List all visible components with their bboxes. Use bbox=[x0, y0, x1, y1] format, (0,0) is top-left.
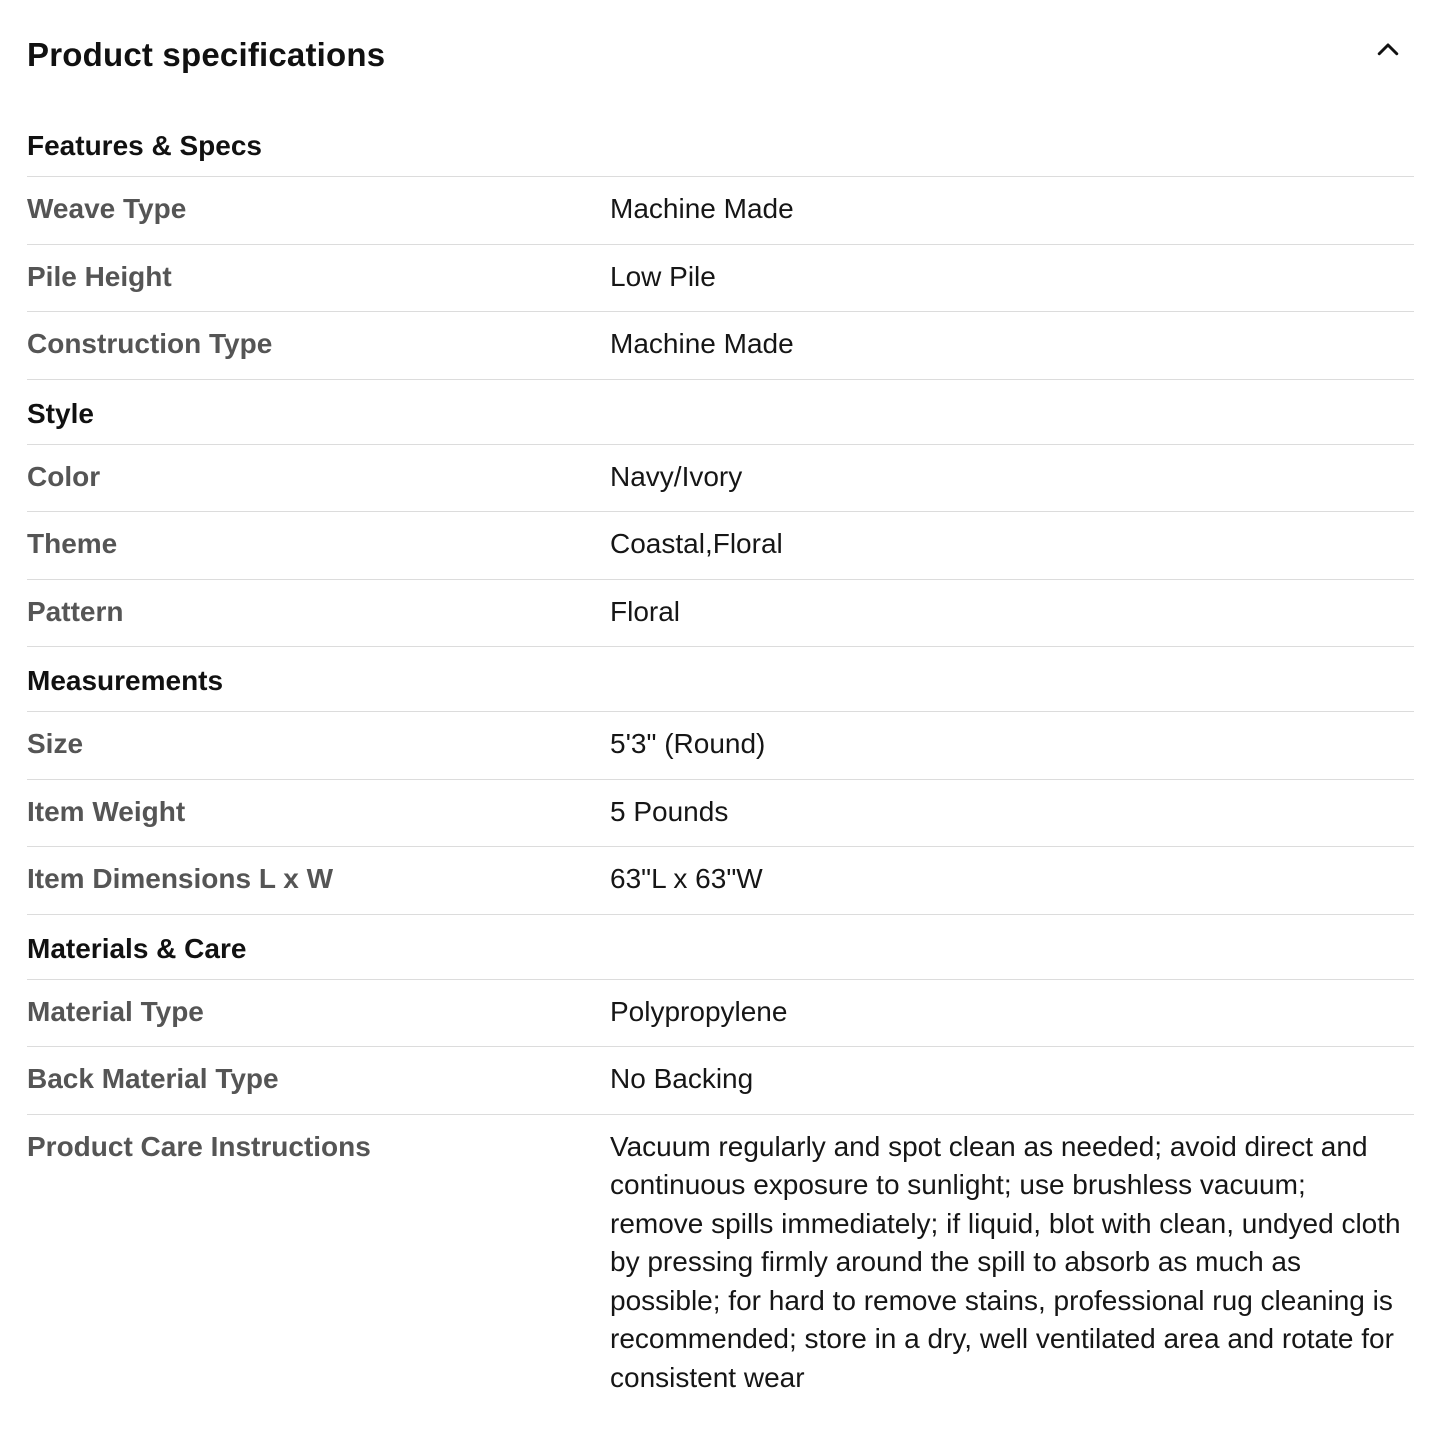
chevron-up-icon bbox=[1373, 35, 1403, 65]
section-heading: Style bbox=[27, 380, 1414, 445]
spec-label: Material Type bbox=[27, 995, 204, 1027]
spec-row-color bbox=[27, 445, 1414, 513]
spec-label: Pattern bbox=[27, 595, 124, 627]
spec-label: Weave Type bbox=[27, 193, 187, 224]
panel-title: Product specifications bbox=[27, 36, 386, 73]
spec-row-pattern bbox=[27, 580, 1414, 648]
section-heading: Features & Specs bbox=[27, 112, 1414, 177]
spec-row-weave-type bbox=[27, 177, 1414, 245]
spec-label: Back Material Type bbox=[27, 1063, 279, 1094]
spec-row-material-type bbox=[27, 980, 1414, 1048]
spec-row-construction-type bbox=[27, 312, 1414, 380]
section-materials-care bbox=[27, 915, 1414, 1408]
spec-row-item-weight bbox=[27, 780, 1414, 848]
spec-label: Item Weight bbox=[27, 795, 186, 827]
section-heading: Measurements bbox=[27, 647, 1414, 712]
spec-row-item-dimensions bbox=[27, 847, 1414, 915]
spec-value: Machine Made bbox=[610, 193, 794, 224]
spec-value: Polypropylene bbox=[610, 995, 788, 1027]
spec-value: Floral bbox=[610, 595, 681, 627]
collapse-toggle-button[interactable] bbox=[1362, 26, 1414, 74]
spec-value: Navy/Ivory bbox=[610, 460, 743, 492]
section-measurements bbox=[27, 647, 1414, 915]
section-style bbox=[27, 380, 1414, 648]
spec-label: Construction Type bbox=[27, 328, 273, 359]
spec-label: Product Care Instructions bbox=[27, 1130, 371, 1162]
spec-label: Size bbox=[27, 728, 84, 759]
spec-value: No Backing bbox=[610, 1063, 754, 1094]
panel-header[interactable] bbox=[27, 0, 1414, 112]
spec-label: Pile Height bbox=[27, 260, 172, 292]
section-features-specs bbox=[27, 112, 1414, 380]
spec-row-product-care-instructions bbox=[27, 1115, 1414, 1408]
spec-row-pile-height bbox=[27, 245, 1414, 313]
spec-value: Coastal,Floral bbox=[610, 528, 783, 559]
spec-row-theme bbox=[27, 512, 1414, 580]
spec-value: 63"L x 63"W bbox=[610, 863, 763, 894]
spec-row-size bbox=[27, 712, 1414, 780]
spec-label: Color bbox=[27, 460, 101, 492]
spec-value: Low Pile bbox=[610, 260, 716, 292]
section-heading: Materials & Care bbox=[27, 915, 1414, 980]
spec-value: 5'3" (Round) bbox=[610, 728, 766, 759]
spec-label: Theme bbox=[27, 528, 118, 559]
spec-value: 5 Pounds bbox=[610, 795, 729, 827]
spec-value: Vacuum regularly and spot clean as needed; avoid direct and continuous exposure to sunlight; use brushless vacuum; remove spills immediately; if liquid, blot with clean, undyed cloth by pressing firmly around the spill to absorb as much as possible; for hard to remove stains, professional rug cleaning is recommended; store in a dry, well ventilated area and rotate for consistent wear bbox=[610, 1130, 1401, 1393]
spec-value: Machine Made bbox=[610, 328, 794, 359]
spec-label: Item Dimensions L x W bbox=[27, 863, 333, 894]
spec-row-back-material-type bbox=[27, 1047, 1414, 1115]
